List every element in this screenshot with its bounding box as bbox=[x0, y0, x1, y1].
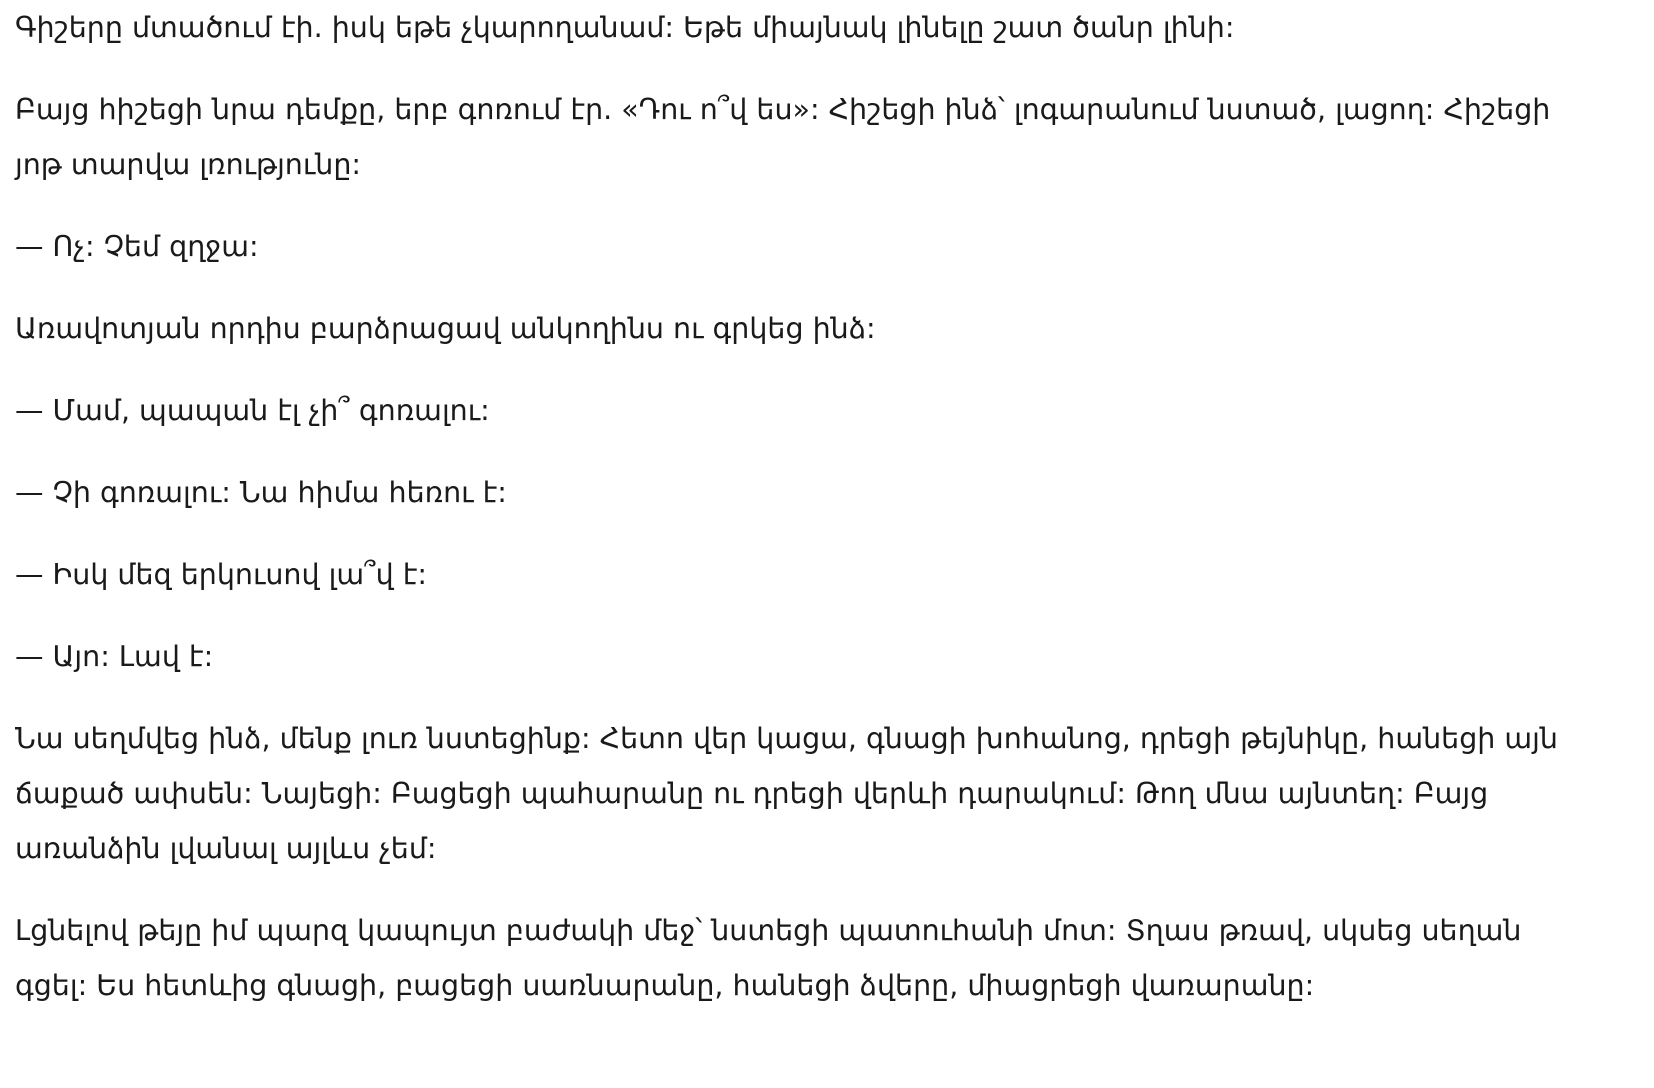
paragraph-dialogue-question: — Մամ, պապան էլ չի՞ գոռալու: bbox=[15, 394, 490, 427]
paragraph-dialogue-answer: — Չի գոռալու: Նա հիմա հեռու է: bbox=[15, 476, 507, 509]
paragraph-dialogue-question-2: — Իսկ մեզ երկուսով լա՞վ է: bbox=[15, 558, 428, 591]
paragraph-night-thoughts: Գիշերը մտածում էի. իսկ եթե չկարողանամ: Եթե միայնակ լինելը շատ ծանր լինի: bbox=[15, 11, 1235, 44]
paragraph-kitchen: Նա սեղմվեց ինձ, մենք լուռ նստեցինք: Հետո վեր կացա, գնացի խոհանոց, դրեցի թեյնիկը, հանեցի այն ճաքած ափսեն: Նայեցի: Բացեցի պահարանը ու դրեցի վերևի դարակում: Թող մնա այնտեղ: Բայց առանձին լվանալ այլևս չեմ: bbox=[15, 722, 1558, 865]
document-body bbox=[15, 0, 1615, 1013]
paragraph-morning-hug: Առավոտյան որդիս բարձրացավ անկողինս ու գրկեց ինձ: bbox=[15, 312, 876, 345]
paragraph-no-regret: — Ոչ: Չեմ զղջա: bbox=[15, 230, 259, 263]
paragraph-dialogue-answer-2: — Այո: Լավ է: bbox=[15, 640, 214, 673]
paragraph-memories: Բայց հիշեցի նրա դեմքը, երբ գոռում էր. «Դու ո՞վ ես»: Հիշեցի ինձ՝ լոգարանում նստած, լացող: Հիշեցի յոթ տարվա լռությունը: bbox=[15, 93, 1551, 181]
paragraph-tea: Լցնելով թեյը իմ պարզ կապույտ բաժակի մեջ՝ նստեցի պատուհանի մոտ: Տղաս թռավ, սկսեց սեղան գցել: Ես հետևից գնացի, բացեցի սառնարանը, հանեցի ձվերը, միացրեցի վառարանը: bbox=[15, 914, 1522, 1002]
